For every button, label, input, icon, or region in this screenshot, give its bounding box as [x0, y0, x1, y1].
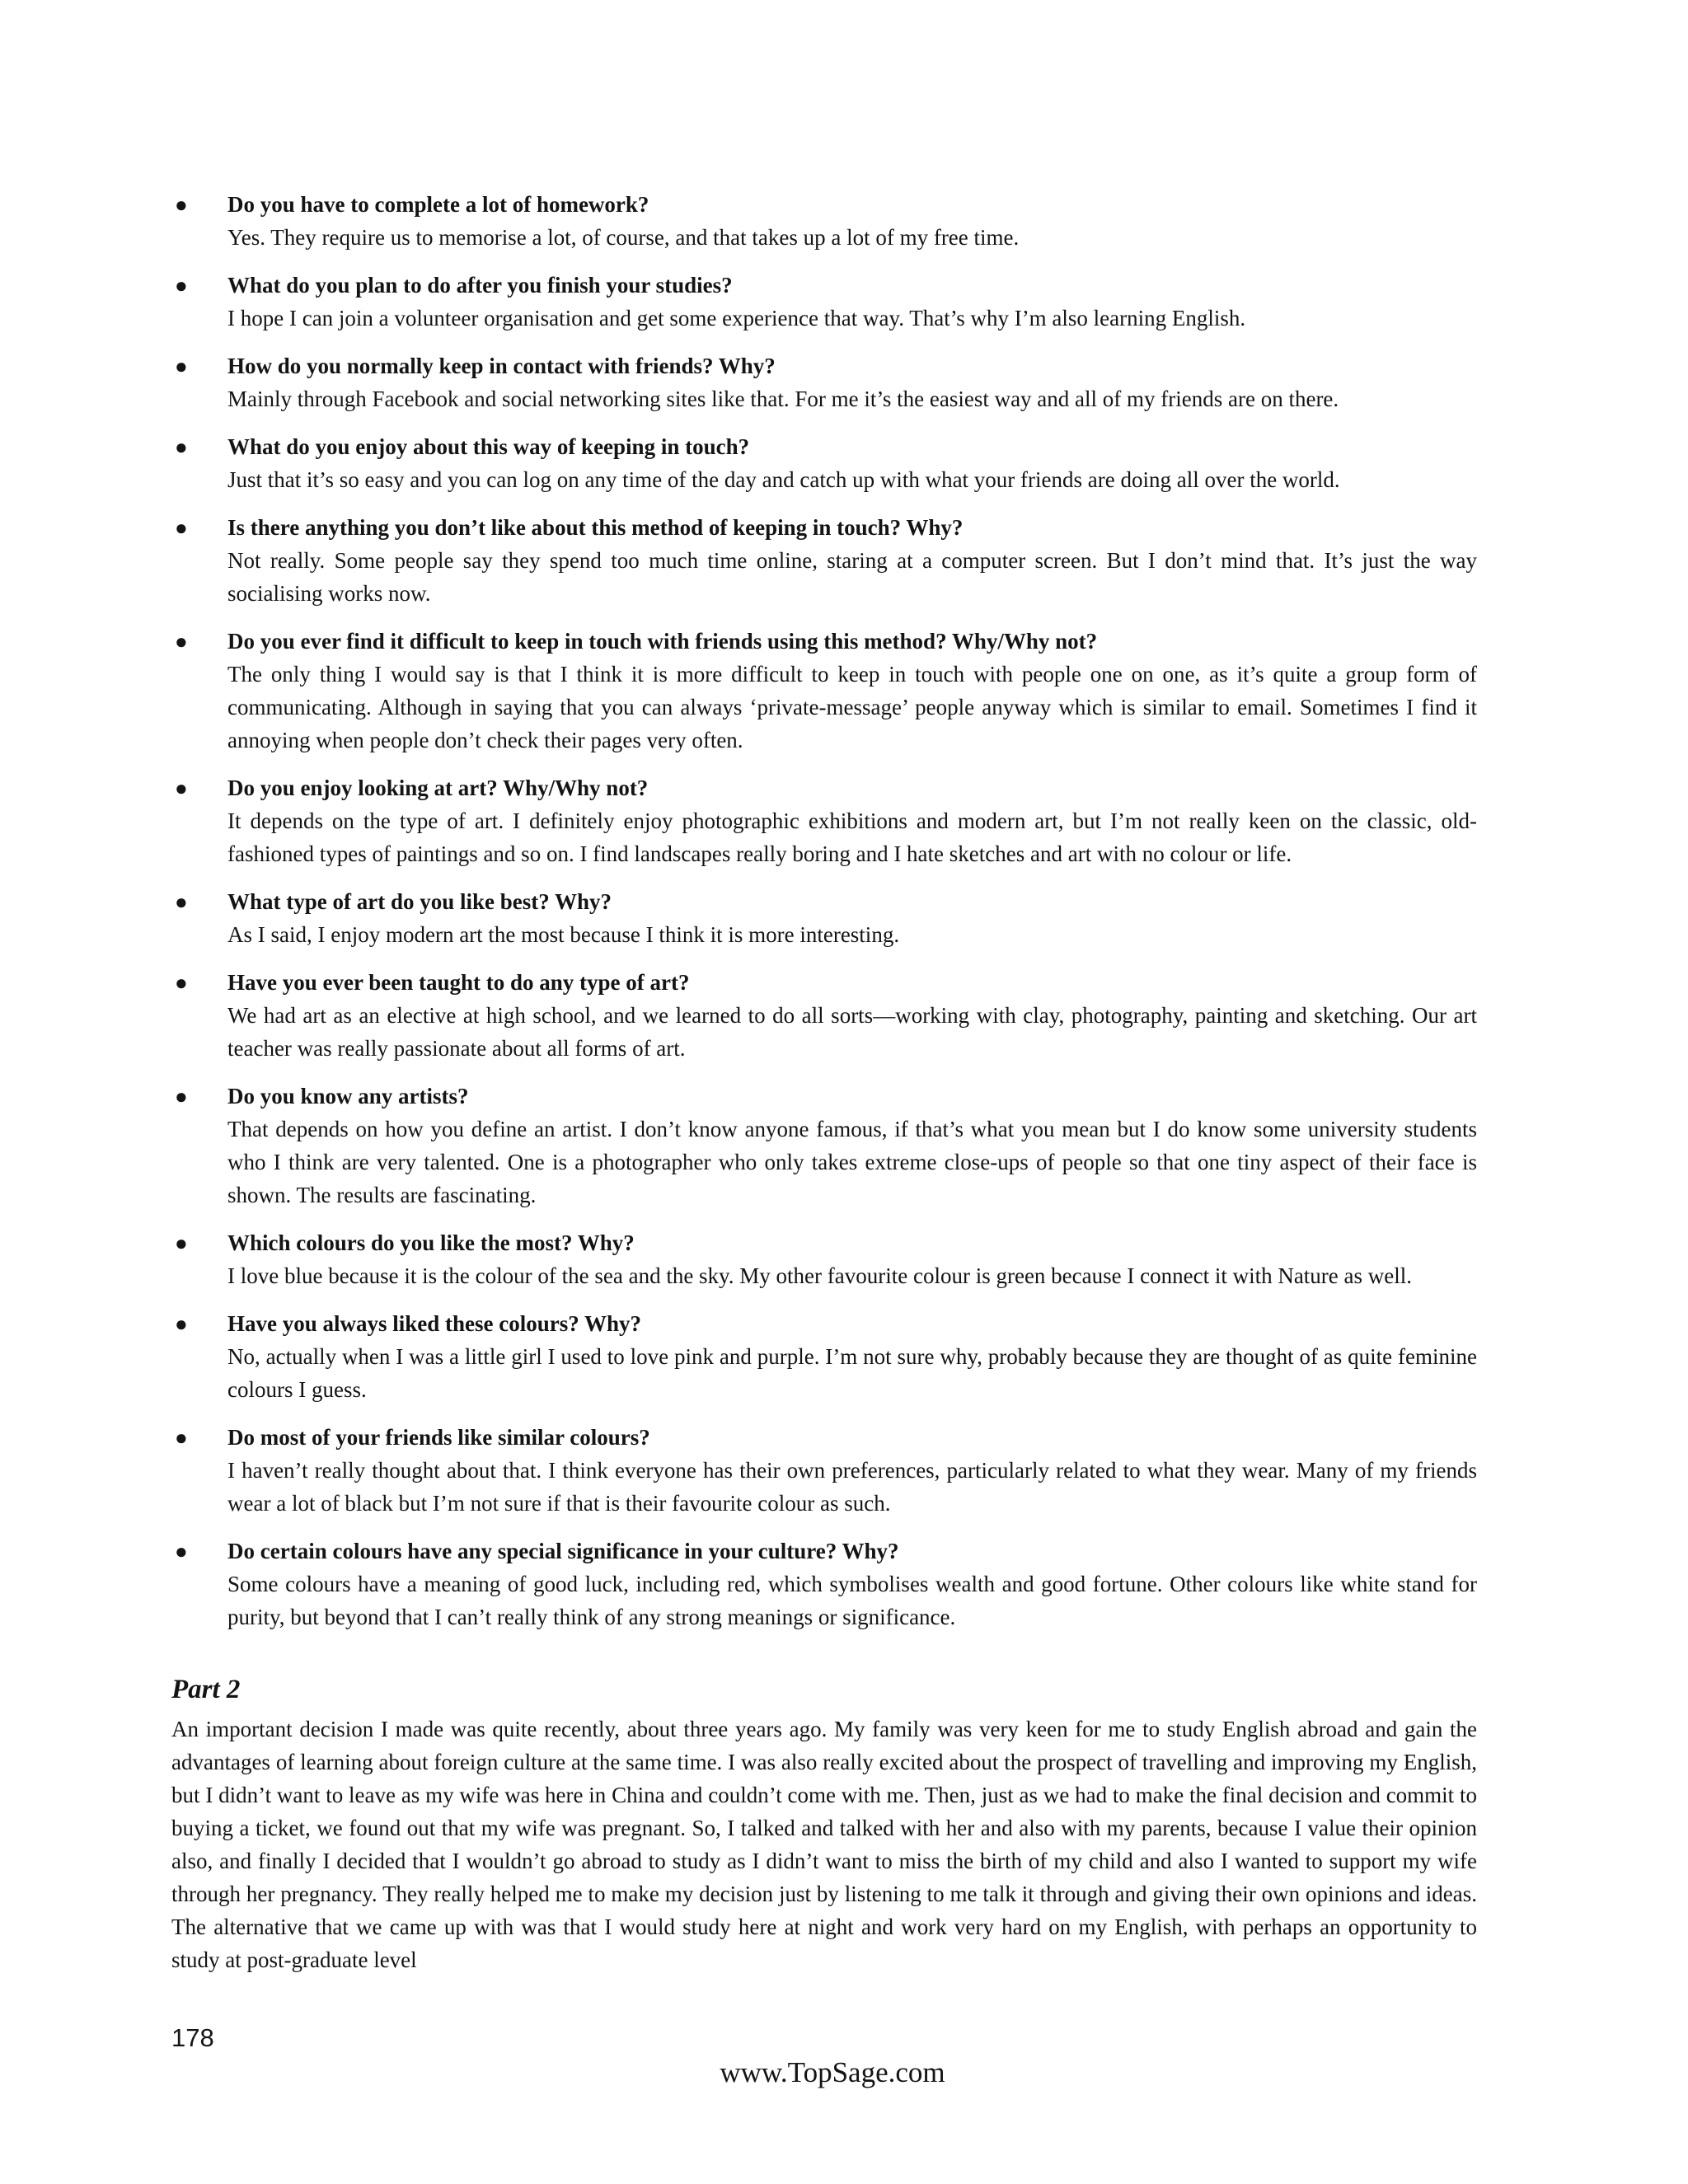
bullet-icon: ● — [175, 516, 188, 540]
bullet-icon: ● — [175, 1085, 188, 1108]
qa-item — [171, 430, 1477, 496]
answer-text: I hope I can join a volunteer organisation and get some experience that way. That’s why I’m also learning English. — [227, 306, 1246, 330]
question-text: Do certain colours have any special significance in your culture? Why? — [227, 1539, 899, 1563]
answer-text: The only thing I would say is that I think it is more difficult to keep in touch with people one on one, as it’s quite a group form of communicating. Although in saying that you can always ‘private-message’ people anyway which is similar to email. Sometimes I find it annoying when people don’t check their pages very often. — [227, 662, 1477, 752]
question-text: Do you enjoy looking at art? Why/Why not? — [227, 776, 649, 800]
question-text: Do most of your friends like similar colours? — [227, 1425, 650, 1450]
answer-text: Just that it’s so easy and you can log on any time of the day and catch up with what your friends are doing all over the world. — [227, 467, 1340, 492]
answer-text: Yes. They require us to memorise a lot, of course, and that takes up a lot of my free time. — [227, 225, 1020, 250]
qa-item — [171, 511, 1477, 610]
bullet-icon: ● — [175, 1426, 188, 1450]
answer-text: That depends on how you define an artist. I don’t know anyone famous, if that’s what you mean but I do know some university students who I think are very talented. One is a photographer who only takes extreme close-ups of people so that one tiny aspect of their face is shown. The results are fascinating. — [227, 1117, 1477, 1207]
answer-text: We had art as an elective at high school, and we learned to do all sorts—working with clay, photography, painting and sketching. Our art teacher was really passionate about all forms of art. — [227, 1003, 1477, 1061]
footer-url: www.TopSage.com — [720, 2056, 945, 2088]
question-text: Do you have to complete a lot of homework? — [227, 192, 649, 217]
bullet-icon: ● — [175, 971, 188, 995]
qa-item — [171, 625, 1477, 757]
bullet-icon: ● — [175, 1540, 188, 1563]
bullet-icon: ● — [175, 776, 188, 800]
question-answer-list — [171, 188, 1477, 1648]
qa-item — [171, 771, 1477, 870]
bullet-icon: ● — [175, 1312, 188, 1336]
bullet-icon: ● — [175, 890, 188, 914]
bullet-icon: ● — [175, 274, 188, 298]
answer-text: Mainly through Facebook and social networking sites like that. For me it’s the easiest way and all of my friends are on there. — [227, 387, 1339, 411]
bullet-icon: ● — [175, 435, 188, 459]
qa-item — [171, 885, 1477, 951]
answer-text: Not really. Some people say they spend too much time online, staring at a computer screen. But I don’t mind that. It’s just the way socialising works now. — [227, 548, 1477, 606]
question-text: Is there anything you don’t like about this method of keeping in touch? Why? — [227, 515, 964, 540]
qa-item — [171, 349, 1477, 415]
qa-item — [171, 1226, 1477, 1292]
qa-item — [171, 269, 1477, 335]
bullet-icon: ● — [175, 193, 188, 217]
question-text: How do you normally keep in contact with friends? Why? — [227, 354, 776, 378]
qa-item — [171, 1421, 1477, 1520]
part-2-heading: Part 2 — [171, 1675, 241, 1704]
qa-item — [171, 188, 1477, 254]
question-text: Do you ever find it difficult to keep in touch with friends using this method? Why/Why not? — [227, 629, 1098, 654]
qa-item — [171, 1080, 1477, 1212]
qa-item — [171, 1307, 1477, 1406]
question-text: What do you plan to do after you finish your studies? — [227, 273, 733, 298]
question-text: Have you ever been taught to do any type of art? — [227, 970, 690, 995]
question-text: Have you always liked these colours? Why? — [227, 1311, 642, 1336]
answer-text: I love blue because it is the colour of the sea and the sky. My other favourite colour is green because I connect it with Nature as well. — [227, 1263, 1413, 1288]
answer-text: I haven’t really thought about that. I think everyone has their own preferences, particularly related to what they wear. Many of my friends wear a lot of black but I’m not sure if that is their favourite colour as such. — [227, 1458, 1477, 1516]
answer-text: It depends on the type of art. I definitely enjoy photographic exhibitions and modern art, but I’m not really keen on the classic, old-fashioned types of paintings and so on. I find landscapes really boring and I hate sketches and art with no colour or life. — [227, 808, 1477, 866]
answer-text: Some colours have a meaning of good luck, including red, which symbolises wealth and good fortune. Other colours like white stand for purity, but beyond that I can’t really think of any strong meanings or significance. — [227, 1572, 1477, 1629]
answer-text: As I said, I enjoy modern art the most because I think it is more interesting. — [227, 922, 900, 947]
bullet-icon: ● — [175, 630, 188, 654]
question-text: What type of art do you like best? Why? — [227, 889, 612, 914]
question-text: What do you enjoy about this way of keeping in touch? — [227, 434, 750, 459]
answer-text: No, actually when I was a little girl I used to love pink and purple. I’m not sure why, probably because they are thought of as quite feminine colours I guess. — [227, 1344, 1477, 1402]
qa-item — [171, 966, 1477, 1065]
page-number: 178 — [171, 2023, 214, 2052]
bullet-icon: ● — [175, 1231, 188, 1255]
part-2-body: An important decision I made was quite recently, about three years ago. My family was very keen for me to study English abroad and gain the advantages of learning about foreign culture at the same time. I was also really excited about the prospect of travelling and improving my English, but I didn’t want to leave as my wife was here in China and couldn’t come with me. Then, just as we had to make the final decision and commit to buying a ticket, we found out that my wife was pregnant. So, I talked and talked with her and also with my parents, because I value their opinion also, and finally I decided that I wouldn’t go abroad to study as I didn’t want to miss the birth of my child and also I wanted to support my wife through her pregnancy. They really helped me to make my decision just by listening to me talk it through and giving their own opinions and ideas. The alternative that we came up with was that I would study here at night and work very hard on my English, with perhaps an opportunity to study at post-graduate level — [171, 1717, 1477, 1972]
bullet-icon: ● — [175, 354, 188, 378]
qa-item — [171, 1535, 1477, 1633]
question-text: Which colours do you like the most? Why? — [227, 1230, 635, 1255]
question-text: Do you know any artists? — [227, 1084, 469, 1108]
